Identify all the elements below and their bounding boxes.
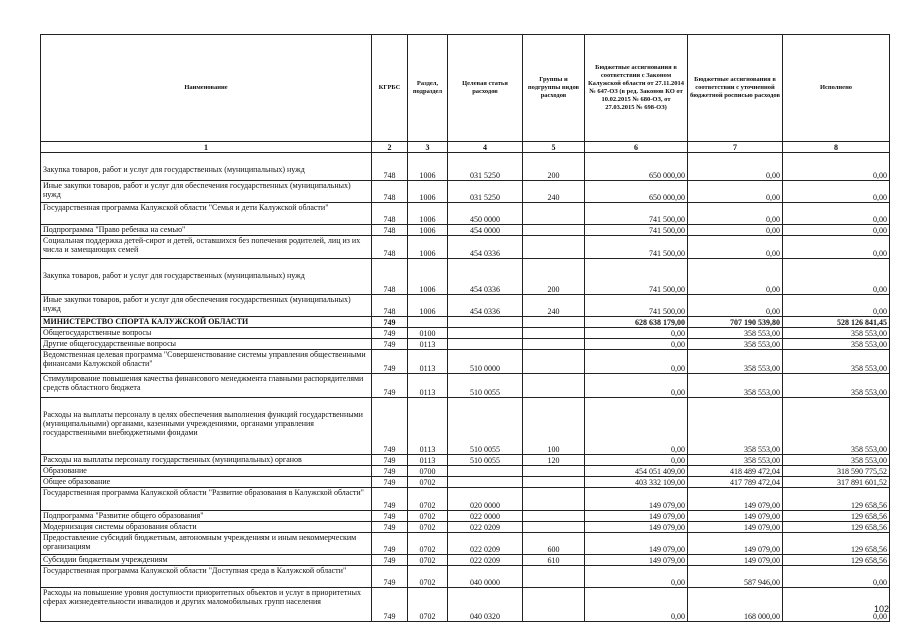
row-group [523,317,585,328]
col-number: 5 [523,142,585,153]
header-budget-law: Бюджетные ассигнования в соответствии с Законом Калужской области от 27.11.2014 № 647-ОЗ (в ред. Законов КО от 10.02.2015 № 680-ОЗ, от 27.03.2015 № 698-ОЗ) [585,35,688,142]
row-name: Иные закупки товаров, работ и услуг для обеспечения государственных (муниципальных) нужд [41,295,372,317]
row-name: Закупка товаров, работ и услуг для государственных (муниципальных) нужд [41,153,372,181]
table-row [41,511,890,522]
row-group [523,203,585,225]
row-group: 600 [523,533,585,555]
row-kgrbs: 748 [372,181,408,203]
row-executed: 129 658,56 [783,488,890,511]
row-group [523,328,585,339]
row-group [523,488,585,511]
row-budget-refined: 418 489 472,04 [688,466,783,477]
row-budget-refined: 358 553,00 [688,374,783,398]
table-body [41,153,890,622]
row-budget-refined: 707 190 539,80 [688,317,783,328]
row-kgrbs: 748 [372,203,408,225]
column-number-row [41,142,890,153]
row-name: Социальная поддержка детей-сирот и детей, оставшихся без попечения родителей, лиц из их числа и замещающих семей [41,236,372,259]
header-kgrbs: КГРБС [372,35,408,142]
row-budget-law: 741 500,00 [585,203,688,225]
table-row [41,317,890,328]
row-group [523,374,585,398]
row-target: 454 0336 [448,259,523,295]
row-kgrbs: 749 [372,588,408,622]
row-name: Государственная программа Калужской области "Развитие образования в Калужской области" [41,488,372,511]
header-section: Раздел, подраздел [408,35,448,142]
row-target: 510 0055 [448,374,523,398]
row-group [523,339,585,350]
row-kgrbs: 749 [372,350,408,374]
row-kgrbs: 749 [372,477,408,488]
row-kgrbs: 749 [372,511,408,522]
row-target: 454 0336 [448,236,523,259]
col-number: 2 [372,142,408,153]
row-kgrbs: 748 [372,236,408,259]
row-executed: 0,00 [783,181,890,203]
table-row [41,181,890,203]
row-kgrbs: 749 [372,398,408,455]
table-row [41,488,890,511]
table-row [41,339,890,350]
row-budget-refined: 358 553,00 [688,455,783,466]
row-group [523,511,585,522]
row-group [523,588,585,622]
table-row [41,522,890,533]
row-budget-law: 0,00 [585,588,688,622]
row-executed: 129 658,56 [783,522,890,533]
row-group: 100 [523,398,585,455]
row-budget-refined: 0,00 [688,236,783,259]
row-target: 022 0000 [448,511,523,522]
row-name: Стимулирование повышения качества финансового менеджмента главными распорядителями средств областного бюджета [41,374,372,398]
row-kgrbs: 749 [372,555,408,566]
row-section: 1006 [408,203,448,225]
row-budget-refined: 0,00 [688,295,783,317]
table-row [41,455,890,466]
row-section: 0113 [408,339,448,350]
row-section: 0702 [408,555,448,566]
row-name: Предоставление субсидий бюджетным, автономным учреждениям и иным некоммерческим организациям [41,533,372,555]
row-group: 610 [523,555,585,566]
row-executed: 129 658,56 [783,533,890,555]
header-executed: Исполнено [783,35,890,142]
row-executed: 0,00 [783,203,890,225]
row-section: 0100 [408,328,448,339]
row-kgrbs: 748 [372,153,408,181]
row-name: Государственная программа Калужской области "Доступная среда в Калужской области" [41,566,372,588]
row-section: 0702 [408,488,448,511]
row-section: 0700 [408,466,448,477]
row-group [523,566,585,588]
row-name: Подпрограмма "Развитие общего образования" [41,511,372,522]
row-budget-law: 0,00 [585,374,688,398]
row-budget-refined: 149 079,00 [688,533,783,555]
row-target: 510 0000 [448,350,523,374]
row-target: 510 0055 [448,455,523,466]
row-kgrbs: 749 [372,455,408,466]
row-name: МИНИСТЕРСТВО СПОРТА КАЛУЖСКОЙ ОБЛАСТИ [41,317,372,328]
header-groups: Группы и подгруппы видов расходов [523,35,585,142]
row-budget-law: 0,00 [585,339,688,350]
row-kgrbs: 748 [372,225,408,236]
col-number: 1 [41,142,372,153]
row-kgrbs: 749 [372,533,408,555]
row-section: 0702 [408,511,448,522]
row-executed: 358 553,00 [783,339,890,350]
row-name: Общегосударственные вопросы [41,328,372,339]
row-target: 020 0000 [448,488,523,511]
table-row [41,533,890,555]
row-executed: 129 658,56 [783,511,890,522]
col-number: 3 [408,142,448,153]
row-section: 1006 [408,236,448,259]
row-budget-refined: 0,00 [688,181,783,203]
row-section: 1006 [408,225,448,236]
row-budget-law: 650 000,00 [585,153,688,181]
row-section: 0702 [408,533,448,555]
row-target: 454 0336 [448,295,523,317]
row-executed: 318 590 775,52 [783,466,890,477]
row-group [523,350,585,374]
row-executed: 358 553,00 [783,374,890,398]
row-name: Ведомственная целевая программа "Совершенствование системы управления общественными финансами Калужской области" [41,350,372,374]
row-section: 0702 [408,522,448,533]
row-budget-law: 454 051 409,00 [585,466,688,477]
row-name: Подпрограмма "Право ребенка на семью" [41,225,372,236]
row-target [448,466,523,477]
row-kgrbs: 749 [372,488,408,511]
row-budget-law: 0,00 [585,455,688,466]
row-budget-law: 741 500,00 [585,225,688,236]
row-group: 240 [523,181,585,203]
header-budget-refined: Бюджетные ассигнования в соответствии с уточненной бюджетной росписью расходов [688,35,783,142]
row-budget-refined: 358 553,00 [688,398,783,455]
row-group [523,466,585,477]
row-section: 0113 [408,350,448,374]
row-target: 022 0209 [448,555,523,566]
row-target: 031 5250 [448,153,523,181]
row-kgrbs: 749 [372,317,408,328]
row-section: 0702 [408,588,448,622]
row-budget-refined: 358 553,00 [688,328,783,339]
table-row [41,566,890,588]
row-group [523,225,585,236]
row-target: 040 0320 [448,588,523,622]
col-number: 6 [585,142,688,153]
row-budget-law: 0,00 [585,398,688,455]
row-budget-law: 628 638 179,00 [585,317,688,328]
row-budget-refined: 149 079,00 [688,522,783,533]
header-name: Наименование [41,35,372,142]
budget-table [40,34,890,622]
row-target: 454 0000 [448,225,523,236]
table-row [41,328,890,339]
table-row [41,259,890,295]
row-group: 200 [523,153,585,181]
row-executed: 358 553,00 [783,350,890,374]
row-executed: 528 126 841,45 [783,317,890,328]
table-row [41,225,890,236]
row-section: 1006 [408,259,448,295]
table-row [41,153,890,181]
row-budget-refined: 149 079,00 [688,488,783,511]
header-target: Целевая статья расходов [448,35,523,142]
row-section: 0113 [408,398,448,455]
row-name: Расходы на повышение уровня доступности приоритетных объектов и услуг в приоритетных сферах жизнедеятельности инвалидов и других маломобильных групп населения [41,588,372,622]
table-row [41,374,890,398]
row-budget-law: 149 079,00 [585,533,688,555]
row-section: 0702 [408,477,448,488]
row-group [523,522,585,533]
row-executed: 0,00 [783,259,890,295]
row-target: 510 0055 [448,398,523,455]
row-executed: 358 553,00 [783,398,890,455]
row-group: 200 [523,259,585,295]
row-executed: 358 553,00 [783,328,890,339]
row-name: Модернизация системы образования области [41,522,372,533]
row-budget-refined: 0,00 [688,225,783,236]
row-group: 240 [523,295,585,317]
row-target [448,317,523,328]
table-row [41,236,890,259]
row-name: Образование [41,466,372,477]
row-budget-law: 0,00 [585,328,688,339]
page-number: 102 [873,604,889,614]
row-budget-refined: 0,00 [688,153,783,181]
row-name: Общее образование [41,477,372,488]
table-row [41,466,890,477]
table-row [41,350,890,374]
row-budget-refined: 0,00 [688,259,783,295]
row-name: Расходы на выплаты персоналу государственных (муниципальных) органов [41,455,372,466]
row-budget-refined: 0,00 [688,203,783,225]
row-budget-refined: 417 789 472,04 [688,477,783,488]
row-budget-law: 149 079,00 [585,488,688,511]
row-kgrbs: 749 [372,566,408,588]
row-budget-law: 650 000,00 [585,181,688,203]
row-budget-refined: 149 079,00 [688,511,783,522]
row-name: Закупка товаров, работ и услуг для государственных (муниципальных) нужд [41,259,372,295]
row-kgrbs: 749 [372,466,408,477]
row-executed: 317 891 601,52 [783,477,890,488]
row-section: 1006 [408,153,448,181]
row-executed: 0,00 [783,153,890,181]
row-kgrbs: 748 [372,259,408,295]
row-budget-law: 741 500,00 [585,259,688,295]
row-name: Расходы на выплаты персоналу в целях обеспечения выполнения функций государственными (муниципальными) органами, казенными учреждениями, органами управления государственными внебюджетными фондами [41,398,372,455]
row-budget-law: 149 079,00 [585,522,688,533]
row-budget-refined: 358 553,00 [688,350,783,374]
row-executed: 358 553,00 [783,455,890,466]
row-executed: 0,00 [783,566,890,588]
table-row [41,398,890,455]
row-target: 450 0000 [448,203,523,225]
row-section: 0113 [408,374,448,398]
row-budget-refined: 149 079,00 [688,555,783,566]
row-target [448,328,523,339]
header-row [41,35,890,142]
table-row [41,477,890,488]
row-target: 031 5250 [448,181,523,203]
row-section: 0113 [408,455,448,466]
row-group: 120 [523,455,585,466]
row-budget-law: 149 079,00 [585,555,688,566]
row-budget-law: 403 332 109,00 [585,477,688,488]
row-kgrbs: 749 [372,328,408,339]
row-budget-refined: 168 000,00 [688,588,783,622]
row-target [448,339,523,350]
row-name: Иные закупки товаров, работ и услуг для обеспечения государственных (муниципальных) нужд [41,181,372,203]
row-budget-law: 741 500,00 [585,295,688,317]
row-kgrbs: 749 [372,522,408,533]
row-executed: 129 658,56 [783,555,890,566]
row-target: 040 0000 [448,566,523,588]
row-name: Государственная программа Калужской области "Семья и дети Калужской области" [41,203,372,225]
table-row [41,295,890,317]
row-kgrbs: 749 [372,339,408,350]
row-kgrbs: 749 [372,374,408,398]
row-executed: 0,00 [783,588,890,622]
row-budget-refined: 358 553,00 [688,339,783,350]
row-name: Другие общегосударственные вопросы [41,339,372,350]
row-budget-refined: 587 946,00 [688,566,783,588]
row-section: 1006 [408,295,448,317]
row-budget-law: 0,00 [585,350,688,374]
row-budget-law: 741 500,00 [585,236,688,259]
col-number: 7 [688,142,783,153]
row-budget-law: 149 079,00 [585,511,688,522]
row-executed: 0,00 [783,236,890,259]
row-executed: 0,00 [783,225,890,236]
col-number: 4 [448,142,523,153]
row-executed: 0,00 [783,295,890,317]
row-kgrbs: 748 [372,295,408,317]
row-section: 0702 [408,566,448,588]
table-row [41,588,890,622]
row-target: 022 0209 [448,522,523,533]
row-section [408,317,448,328]
col-number: 8 [783,142,890,153]
row-budget-law: 0,00 [585,566,688,588]
row-name: Субсидии бюджетным учреждениям [41,555,372,566]
table-row [41,203,890,225]
row-target: 022 0209 [448,533,523,555]
row-group [523,236,585,259]
table-row [41,555,890,566]
row-section: 1006 [408,181,448,203]
row-group [523,477,585,488]
row-target [448,477,523,488]
